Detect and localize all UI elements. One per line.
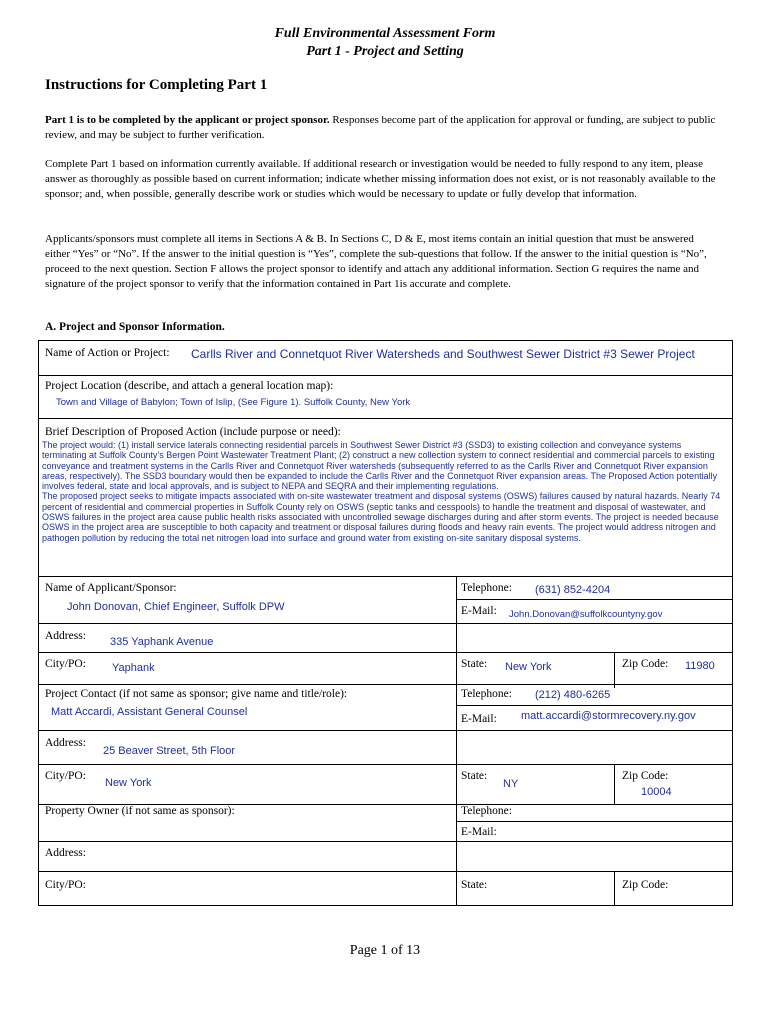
contact-telephone-field[interactable]: (212) 480-6265: [535, 689, 611, 701]
divider: [39, 684, 732, 685]
owner-address-label: Address:: [45, 847, 86, 859]
column-divider: [456, 576, 457, 906]
divider: [39, 764, 732, 765]
contact-state-field[interactable]: NY: [503, 778, 519, 790]
divider: [39, 730, 732, 731]
description-label: Brief Description of Proposed Action (include purpose or need):: [45, 426, 341, 438]
owner-city-label: City/PO:: [45, 879, 86, 891]
contact-address-field[interactable]: 25 Beaver Street, 5th Floor: [103, 745, 236, 757]
location-label: Project Location (describe, and attach a general location map):: [45, 380, 334, 392]
instructions-paragraph-3: Applicants/sponsors must complete all items in Sections A & B. In Sections C, D & E, most items contain an initial question that must be answered either “Yes” or “No”. If the answer to the initial question is “Yes”, complete the sub-questions that follow. If the answer to the initial question is “No”, proceed to the next question. Section F allows the project sponsor to identify and attach any additional information. Section G requires the name and signature of the project sponsor to verify that the information contained in Part 1is accurate and complete.: [45, 233, 707, 290]
owner-state-label: State:: [461, 879, 488, 891]
applicant-state-label: State:: [461, 658, 488, 670]
contact-zip-label: Zip Code:: [622, 770, 669, 782]
applicant-address-label: Address:: [45, 630, 86, 642]
page-number: Page 1 of 13: [349, 943, 421, 958]
owner-email-label: E-Mail:: [461, 826, 497, 838]
applicant-city-label: City/PO:: [45, 658, 86, 670]
applicant-telephone-label: Telephone:: [461, 582, 512, 594]
section-a-heading: A. Project and Sponsor Information.: [45, 321, 225, 333]
contact-zip-field[interactable]: 10004: [641, 786, 672, 798]
description-field[interactable]: [42, 440, 727, 543]
form-subtitle: Part 1 - Project and Setting: [306, 44, 464, 59]
owner-zip-label: Zip Code:: [622, 879, 669, 891]
contact-telephone-label: Telephone:: [461, 688, 512, 700]
location-field[interactable]: Town and Village of Babylon; Town of Islip, (See Figure 1). Suffolk County, New York: [56, 397, 411, 408]
applicant-name-field[interactable]: John Donovan, Chief Engineer, Suffolk DPW: [67, 601, 285, 613]
contact-state-label: State:: [461, 770, 488, 782]
owner-label: Property Owner (if not same as sponsor):: [45, 805, 235, 817]
contact-label: Project Contact (if not same as sponsor; give name and title/role):: [45, 688, 348, 700]
action-name-label: Name of Action or Project:: [45, 347, 170, 359]
applicant-email-field[interactable]: John.Donovan@suffolkcountyny.gov: [509, 609, 663, 620]
applicant-telephone-field[interactable]: (631) 852-4204: [535, 584, 611, 596]
description-paragraph-1: The project would: (1) install service laterals connecting residential parcels in Southwest Sewer District #3 (SSD3) to existing collection and conveyance systems terminating at Suffolk County’s Bergen Point Wastewater Treatment Plant; (2) construct a new collection system to connect residential and commercial parcels to existing conveyance and treatment systems in the Carlls River and Connetquot River watersheds (subsequently referred to as the Carlls River and Connetquot River expansion areas, respectively). The SSD3 boundary would then be expanded to include the Carlls River and the Connetquot River expansion areas. The Proposed Action potentially involves federal, state and local approvals, and is subject to NEPA and SEQRA and their implementing regulations.: [42, 440, 718, 492]
divider: [39, 623, 732, 624]
contact-city-field[interactable]: New York: [105, 777, 152, 789]
description-paragraph-2: The proposed project seeks to mitigate impacts associated with on-site wastewater treatment and disposal systems (OSWS) failures caused by natural hazards. Nearly 74 percent of residential and commercial properties in Suffolk County rely on OSWS (septic tanks and cesspools) to handle the treatment and disposal of wastewater, and OSWS failures in the project area cause public health risks associated with uncontrolled sewage discharges during and after storm events. The project is needed because OSWS in the project area are susceptible to both capacity and treatment or disposal failures during floods and heavy rain events. The project would address nitrogen and pathogen pollution by reducing the total net nitrogen load into surface and ground water from existing on-site sanitary disposal systems.: [42, 491, 721, 543]
owner-telephone-label: Telephone:: [461, 805, 512, 817]
zip-divider: [614, 871, 615, 906]
applicant-zip-label: Zip Code:: [622, 658, 669, 670]
applicant-label: Name of Applicant/Sponsor:: [45, 582, 177, 594]
applicant-address-field[interactable]: 335 Yaphank Avenue: [110, 636, 214, 648]
divider: [39, 418, 732, 419]
divider: [456, 821, 732, 822]
contact-email-label: E-Mail:: [461, 713, 497, 725]
applicant-city-field[interactable]: Yaphank: [112, 662, 155, 674]
contact-name-field[interactable]: Matt Accardi, Assistant General Counsel: [51, 706, 248, 718]
divider: [39, 576, 732, 577]
divider: [456, 705, 732, 706]
instructions-paragraph-2: Complete Part 1 based on information currently available. If additional research or investigation would be needed to fully respond to any item, please answer as thoroughly as possible based on current information; indicate whether missing information does not exist, or is not reasonably available to the sponsor; and, when possible, generally describe work or studies which would be necessary to update or fully develop that information.: [45, 158, 716, 200]
applicant-email-label: E-Mail:: [461, 605, 497, 617]
contact-address-label: Address:: [45, 737, 86, 749]
instructions-paragraph-1-bold: Part 1 is to be completed by the applicant or project sponsor.: [45, 114, 330, 126]
project-sponsor-form: [38, 340, 733, 906]
zip-divider: [614, 764, 615, 804]
action-name-field[interactable]: Carlls River and Connetquot River Watersheds and Southwest Sewer District #3 Sewer Project: [191, 347, 695, 361]
instructions-heading: Instructions for Completing Part 1: [45, 77, 268, 93]
contact-email-field[interactable]: matt.accardi@stormrecovery.ny.gov: [521, 710, 696, 722]
instructions-paragraph-1-text: Responses become part of the application for approval or funding, are subject to public review, and may be subject to further verification.: [45, 114, 716, 141]
divider: [39, 375, 732, 376]
form-title: Full Environmental Assessment Form: [274, 26, 496, 41]
divider: [39, 652, 732, 653]
divider: [39, 841, 732, 842]
instructions-paragraph-1: [45, 113, 721, 143]
zip-divider: [614, 652, 615, 688]
applicant-state-field[interactable]: New York: [505, 661, 552, 673]
divider: [456, 599, 732, 600]
contact-city-label: City/PO:: [45, 770, 86, 782]
divider: [39, 871, 732, 872]
applicant-zip-field[interactable]: 11980: [685, 660, 715, 672]
